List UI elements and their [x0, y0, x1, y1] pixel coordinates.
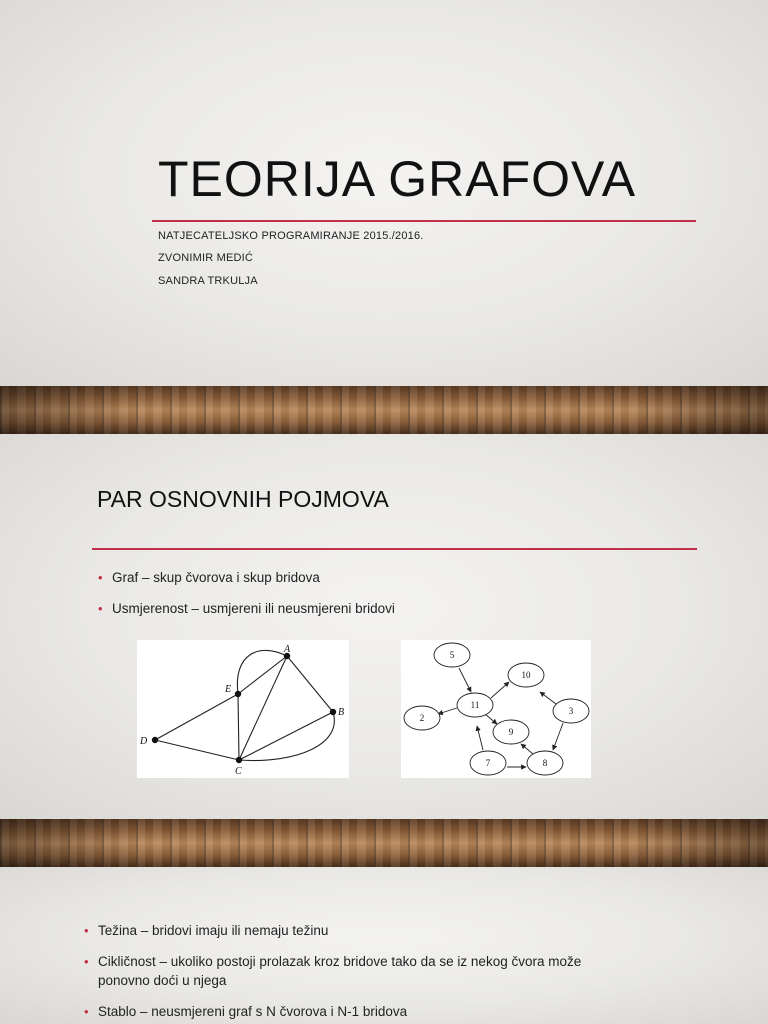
label-E: E: [225, 684, 232, 695]
edge-D-E: [155, 694, 238, 740]
bullet-item: • Graf – skup čvorova i skup bridova: [98, 568, 395, 587]
label-9: 9: [508, 727, 514, 737]
slide2-underline: [92, 548, 697, 550]
label-11: 11: [470, 700, 480, 710]
subtitle-author-2: SANDRA TRKULJA: [158, 275, 258, 287]
edge-7-11: [477, 726, 483, 750]
edge-E-A: [238, 656, 287, 694]
edge-D-C: [155, 740, 239, 760]
edge-A-C: [239, 656, 287, 760]
label-8: 8: [542, 758, 548, 768]
node-B: [330, 709, 336, 715]
edge-8-9: [521, 744, 533, 754]
label-5: 5: [449, 650, 455, 660]
label-D: D: [140, 736, 148, 747]
edge-11-10: [491, 682, 509, 698]
label-2: 2: [419, 713, 425, 723]
bullet-item-continuation: ponovno doći u njega: [98, 973, 227, 988]
bullet-item: • Cikličnost – ukoliko postoji prolazak kroz bridove tako da se iz nekog čvora može: [84, 952, 581, 971]
edge-3-8: [553, 723, 563, 750]
slide-title: [0, 0, 768, 386]
slide2-heading: PAR OSNOVNIH POJMOVA: [97, 486, 389, 512]
undirected-graph-figure: [137, 640, 349, 778]
edge-3-10: [540, 692, 556, 704]
title-underline: [152, 220, 696, 222]
label-3: 3: [568, 706, 574, 716]
directed-graph-figure: [401, 640, 591, 778]
edge-E-C: [238, 694, 239, 760]
wood-floor-divider: [0, 819, 768, 867]
label-A: A: [284, 644, 291, 655]
edge-11-9: [485, 714, 497, 724]
label-C: C: [235, 766, 242, 777]
bullet-item: • Usmjerenost – usmjereni ili neusmjereni bridovi: [98, 599, 395, 618]
subtitle-author-1: ZVONIMIR MEDIĆ: [158, 252, 254, 264]
bullet-item: • Težina – bridovi imaju ili nemaju težinu: [84, 921, 581, 940]
slide3-bullet-list: [84, 921, 581, 1021]
edge-C-B: [239, 712, 333, 760]
node-E: [235, 691, 241, 697]
edge-A-B: [287, 656, 333, 712]
slide-title-heading: TEORIJA GRAFOVA: [158, 151, 637, 207]
node-C: [236, 757, 242, 763]
wood-floor-divider: [0, 386, 768, 434]
edge-11-2: [438, 708, 457, 714]
label-7: 7: [485, 758, 491, 768]
node-D: [152, 737, 158, 743]
slide2-bullet-list: [98, 568, 395, 618]
slide-properties: [0, 867, 768, 1024]
subtitle-course: NATJECATELJSKO PROGRAMIRANJE 2015./2016.: [158, 230, 424, 242]
label-10: 10: [521, 670, 531, 680]
bullet-item: • Stablo – neusmjereni graf s N čvorova i N-1 bridova: [84, 1002, 581, 1021]
label-B: B: [338, 707, 345, 718]
edge-5-11: [459, 668, 471, 692]
slide-basic-terms: [0, 434, 768, 819]
